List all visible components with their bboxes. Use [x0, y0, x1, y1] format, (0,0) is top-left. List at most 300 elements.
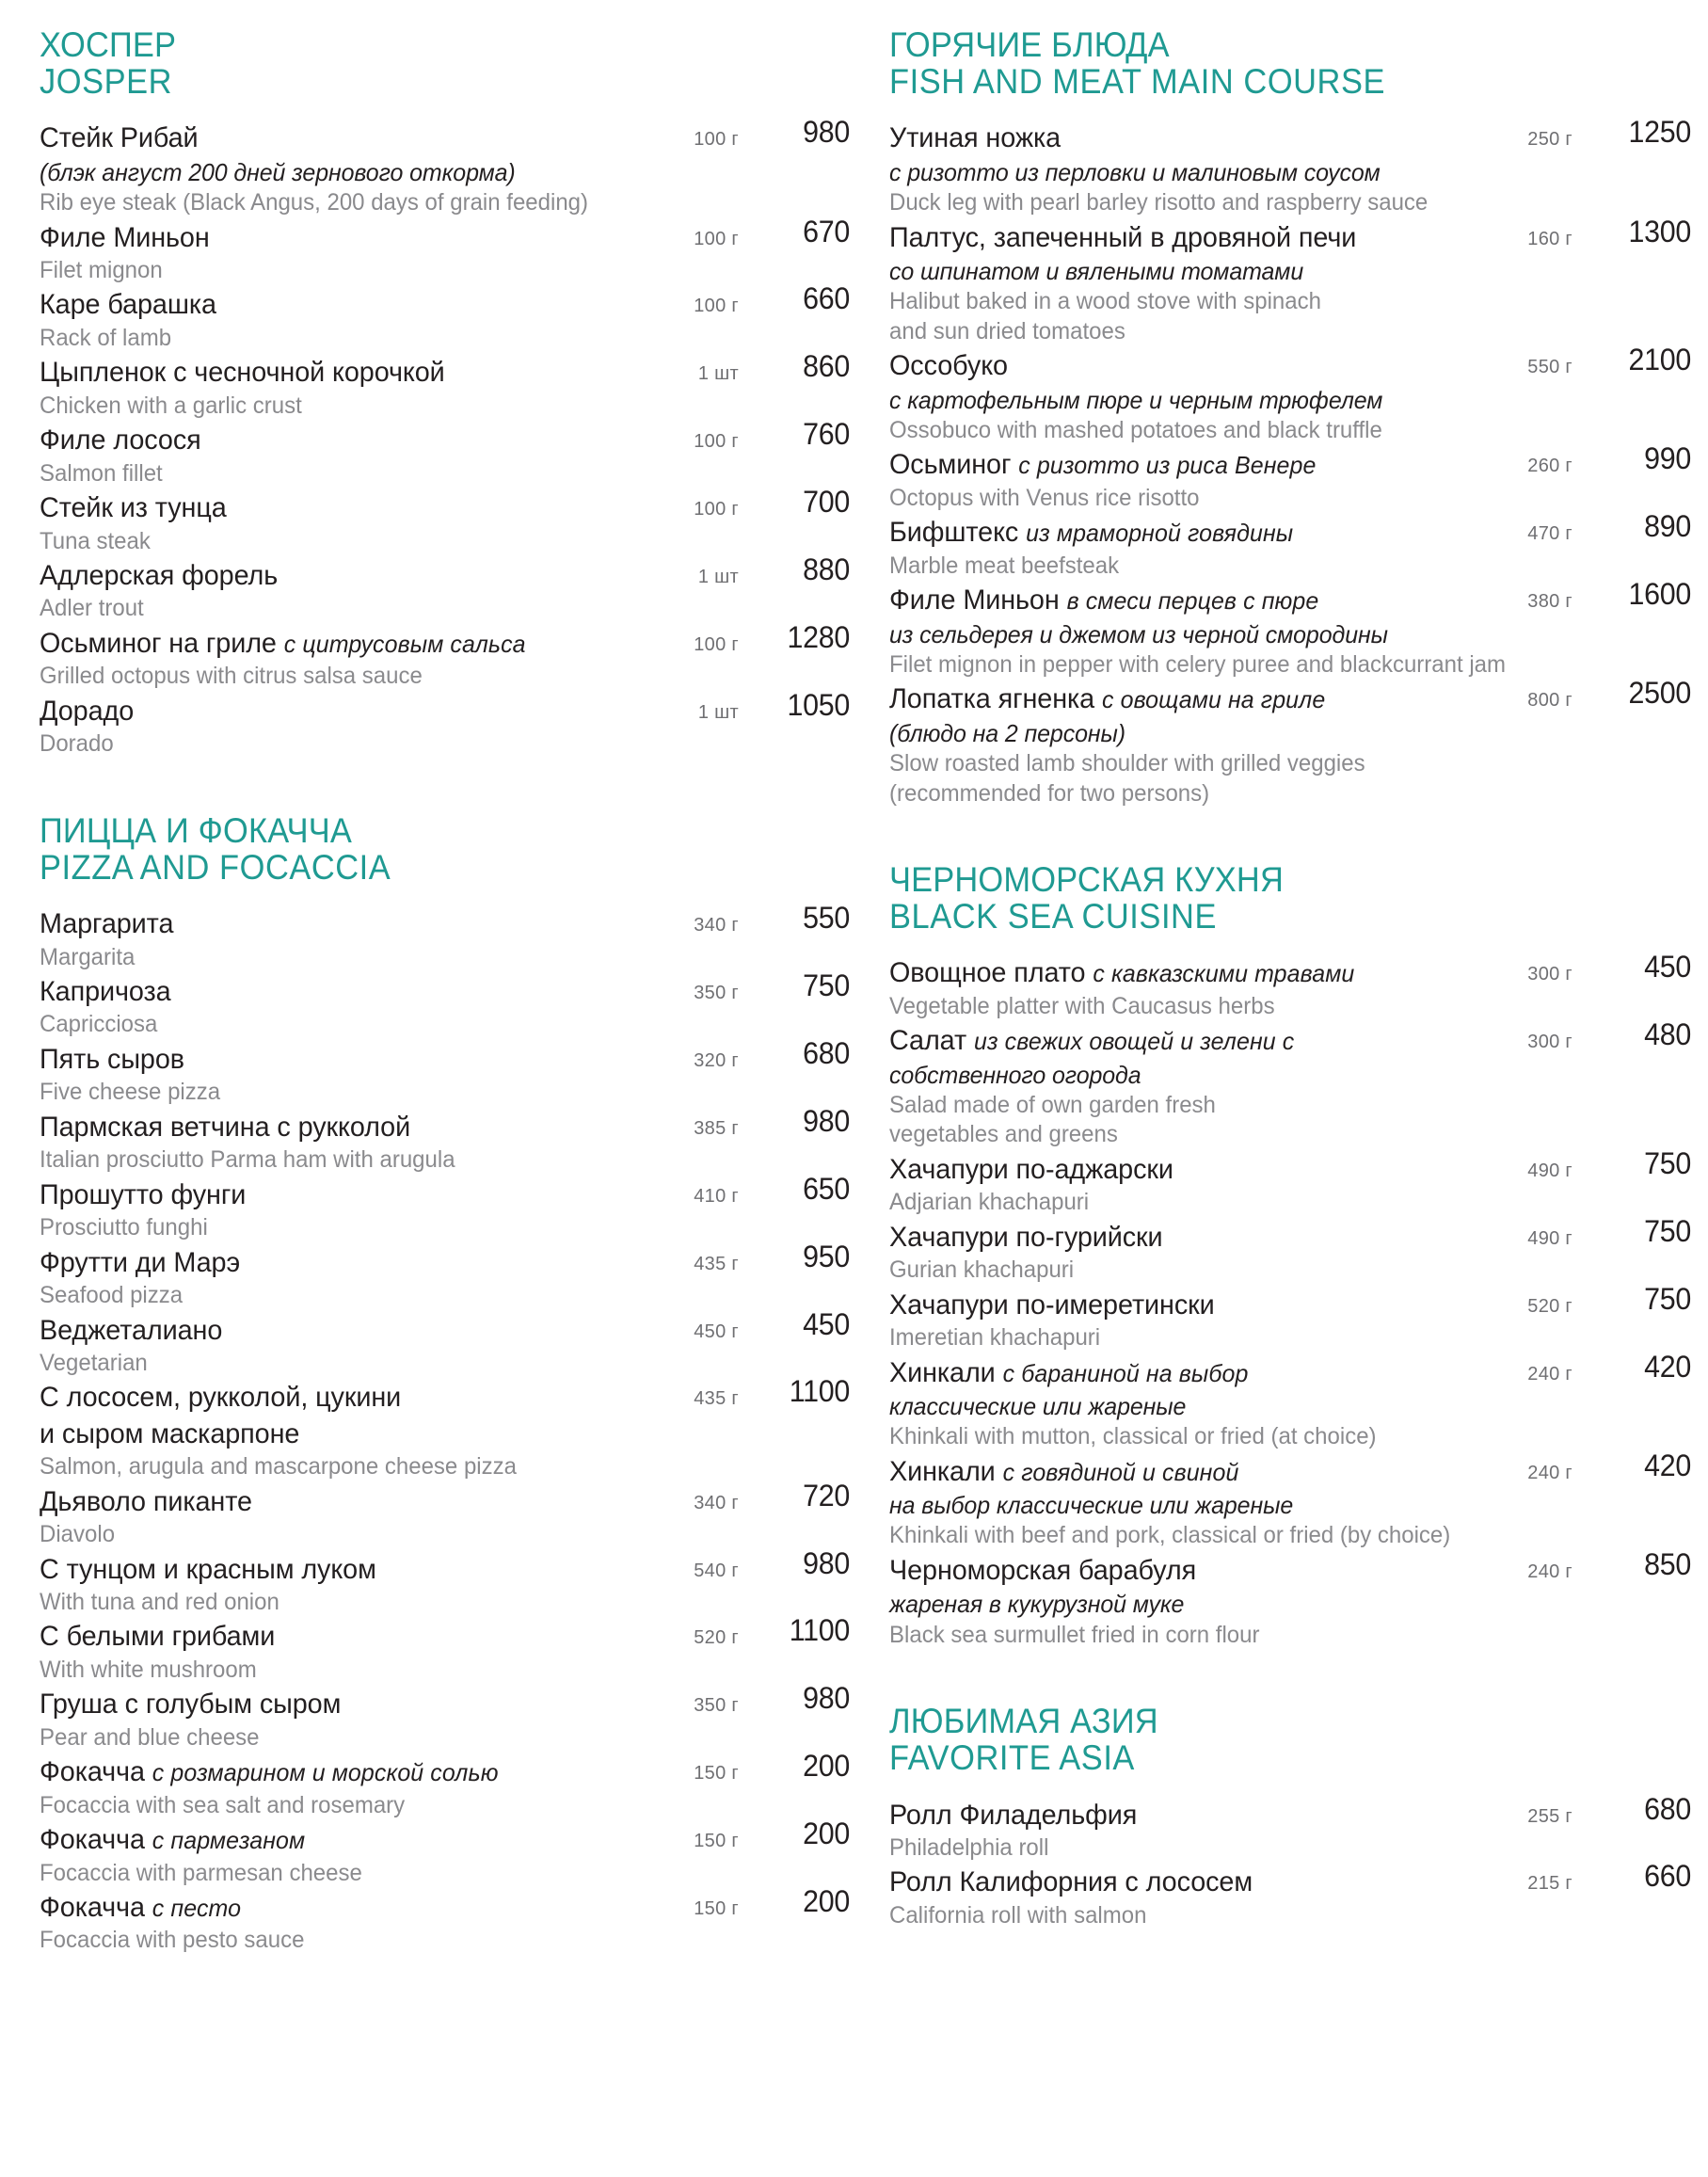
item-name-main: Хачапури по-гурийски: [888, 1221, 1163, 1253]
menu-item[interactable]: [888, 1213, 1691, 1286]
item-name-main: Фокачча: [40, 1756, 145, 1788]
menu-item[interactable]: [40, 1884, 850, 1956]
section-heading-en: PIZZA AND FOCACCIA: [40, 847, 391, 887]
menu-item-body: [888, 1349, 1691, 1452]
menu-item-name: [889, 1220, 1439, 1256]
menu-item-name: [889, 120, 1439, 188]
menu-item-title-row: [40, 1545, 850, 1588]
menu-item-description: [40, 1078, 818, 1108]
menu-item-name-wrap: [40, 120, 635, 188]
menu-item-body: [888, 509, 1691, 581]
menu-item-title-row: [40, 349, 850, 391]
item-description-line: Philadelphia roll: [888, 1833, 1049, 1861]
menu-item[interactable]: [40, 901, 850, 972]
menu-item-name: [889, 1865, 1439, 1900]
item-description-line: Dorado: [40, 730, 114, 758]
item-name-main: Хинкали: [888, 1356, 996, 1388]
menu-item[interactable]: [40, 1171, 850, 1243]
menu-item-title-row: [888, 214, 1691, 288]
menu-item-description: [40, 1859, 818, 1889]
menu-item-price: 980: [803, 1545, 850, 1580]
menu-item-name-wrap: [40, 906, 635, 942]
menu-item-name-wrap: [889, 1152, 1461, 1188]
item-name-main: Фокачча: [40, 1892, 145, 1924]
menu-item-price: 950: [803, 1239, 850, 1273]
item-name-main: Палтус, запеченный в дровяной печи: [888, 221, 1357, 253]
item-name-main: Пять сыров: [40, 1043, 184, 1075]
item-name-main: Черноморская барабуля: [888, 1554, 1197, 1586]
menu-item-description: [889, 992, 1659, 1022]
menu-item[interactable]: [888, 441, 1691, 513]
menu-item-name-wrap: [40, 694, 635, 729]
item-name-continuation: (блюдо на 2 персоны): [888, 718, 1125, 747]
menu-item-weight: 540 г: [694, 1560, 739, 1581]
menu-item-name-wrap: [889, 120, 1461, 188]
item-name-main: Маргарита: [40, 908, 174, 940]
menu-item[interactable]: [40, 1103, 850, 1176]
menu-item-price: 420: [1644, 1448, 1691, 1482]
item-description-line: Prosciutto funghi: [40, 1214, 208, 1241]
item-name-main: С белыми грибами: [40, 1621, 276, 1653]
menu-column-left: [40, 26, 878, 2177]
menu-item-weight: 240 г: [1527, 1363, 1572, 1385]
menu-item[interactable]: [888, 577, 1691, 680]
item-description-line: California roll with salmon: [888, 1901, 1147, 1929]
menu-item[interactable]: [40, 687, 850, 760]
item-description-line: Vegetable platter with Caucasus herbs: [888, 992, 1275, 1019]
item-name-continuation: с картофельным пюре и черным трюфелем: [888, 385, 1383, 414]
menu-item-body: [888, 950, 1691, 1021]
item-name-continuation: (блэк ангуст 200 дней зернового откорма): [40, 157, 516, 186]
item-name-main: Фокачча: [40, 1824, 145, 1856]
menu-item-price: 750: [1644, 1145, 1691, 1180]
menu-item-name: [40, 1619, 612, 1655]
menu-item-title-row: [888, 1859, 1691, 1900]
menu-item-description: [889, 1901, 1659, 1931]
item-description-line: Vegetarian: [40, 1349, 148, 1376]
menu-item[interactable]: [40, 1035, 850, 1108]
item-name-main: Ролл Филадельфия: [888, 1799, 1138, 1831]
menu-item-price: 450: [803, 1306, 850, 1341]
menu-item-body: [40, 1817, 850, 1888]
item-name-main: Филе Миньон: [40, 221, 210, 253]
menu-item-title-row: [888, 1349, 1691, 1423]
item-description-line: Halibut baked in a wood stove with spinach: [888, 288, 1321, 315]
menu-item-body: [888, 1546, 1691, 1650]
item-name-continuation: из сельдерея и джемом из черной смородины: [888, 619, 1388, 648]
menu-item-weight: 380 г: [1527, 591, 1572, 613]
menu-item-name: [40, 1380, 612, 1452]
section-items: [40, 901, 850, 1956]
menu-item-name: [40, 1110, 612, 1145]
menu-item-name-wrap: [40, 1822, 635, 1858]
item-description-line: Focaccia with pesto sauce: [40, 1927, 305, 1954]
menu-column-right: [878, 26, 1691, 2177]
item-name-qualifier: с бараниной на выбор: [1002, 1358, 1249, 1387]
menu-item-weight: 350 г: [694, 983, 739, 1004]
menu-item[interactable]: [40, 1681, 850, 1753]
menu-item-weight: 150 г: [694, 1763, 739, 1785]
menu-item-name: [40, 1042, 612, 1078]
menu-item-name: [40, 626, 612, 662]
menu-item-description: [40, 729, 818, 760]
menu-item[interactable]: [40, 281, 850, 353]
menu-item-price: 650: [803, 1171, 850, 1206]
item-name-main: Оссобуко: [888, 350, 1008, 382]
menu-item-weight: 800 г: [1527, 690, 1572, 712]
item-description-line: Grilled octopus with citrus salsa sauce: [40, 663, 423, 690]
item-description-line: Ossobuco with mashed potatoes and black truffle: [888, 416, 1382, 443]
menu-item-name: [889, 1355, 1439, 1423]
item-name-main: Филе Миньон: [888, 584, 1060, 616]
menu-item-title-row: [888, 343, 1691, 416]
menu-item[interactable]: [888, 343, 1691, 445]
section-items: [888, 115, 1691, 808]
menu-item-name-wrap: [889, 447, 1461, 483]
menu-item-name-wrap: [40, 220, 635, 256]
menu-item-title-row: [888, 115, 1691, 188]
item-name-main: Хинкали: [888, 1455, 996, 1487]
menu-item-name-wrap: [40, 1380, 635, 1452]
section-heading: [889, 1703, 1691, 1776]
item-name-qualifier: из мраморной говядины: [1026, 519, 1294, 548]
item-description-line: With white mushroom: [40, 1656, 257, 1683]
menu-item-name-wrap: [40, 490, 635, 526]
menu-item-body: [40, 1681, 850, 1753]
menu-item-weight: 490 г: [1527, 1227, 1572, 1249]
menu-item[interactable]: [40, 417, 850, 488]
menu-item-description: [889, 484, 1659, 514]
menu-item-name: [40, 220, 612, 256]
menu-item-price: 850: [1644, 1546, 1691, 1581]
menu-item-weight: 490 г: [1527, 1160, 1572, 1181]
menu-item-title-row: [40, 1103, 850, 1145]
menu-item-description: [889, 650, 1659, 680]
menu-item-name: [889, 348, 1439, 416]
menu-item-name: [40, 974, 612, 1010]
menu-item-weight: 300 г: [1527, 1032, 1572, 1053]
menu-item-price: 660: [803, 281, 850, 316]
menu-item-name-wrap: [889, 348, 1461, 416]
menu-item-weight: 150 г: [694, 1898, 739, 1920]
menu-item-name: [40, 423, 612, 458]
menu-item-name: [889, 220, 1439, 288]
menu-item[interactable]: [888, 509, 1691, 581]
menu-item-price: 890: [1644, 509, 1691, 544]
menu-item-body: [40, 115, 850, 217]
item-description-line: Salmon, arugula and mascarpone cheese pizza: [40, 1453, 517, 1481]
menu-item-body: [40, 349, 850, 421]
menu-item-description: [889, 552, 1659, 582]
menu-item[interactable]: [40, 1613, 850, 1685]
item-name-main: Осьминог: [888, 449, 1012, 481]
menu-item-name: [40, 1313, 612, 1349]
menu-item-description: [40, 1281, 818, 1311]
item-name-main: Хачапури по-имеретински: [888, 1289, 1215, 1321]
section-heading-ru: ГОРЯЧИЕ БЛЮДА: [888, 25, 1170, 64]
menu-item-title-row: [888, 1017, 1691, 1091]
menu-item-weight: 520 г: [694, 1627, 739, 1649]
menu-item-description: [40, 662, 818, 692]
menu-item-title-row: [40, 1171, 850, 1213]
item-name-qualifier: с розмарином и морской солью: [152, 1758, 499, 1787]
menu-item-price: 1100: [789, 1613, 850, 1648]
menu-item-weight: 550 г: [1527, 357, 1572, 378]
section-heading: [40, 812, 850, 886]
section-heading: [889, 26, 1691, 100]
item-name-qualifier: с цитрусовым сальса: [283, 629, 526, 658]
item-description-line: Filet mignon: [40, 256, 163, 283]
menu-item-price: 720: [803, 1478, 850, 1513]
menu-item[interactable]: [40, 619, 850, 692]
menu-item-name: [889, 1454, 1439, 1522]
menu-item-description: [40, 1349, 818, 1379]
menu-item-name-wrap: [889, 1023, 1461, 1091]
menu-item-price: 2100: [1628, 343, 1691, 377]
menu-item-name: [40, 1484, 612, 1520]
menu-item-title-row: [40, 281, 850, 323]
menu-item-name-wrap: [889, 1220, 1461, 1256]
menu-item[interactable]: [40, 1478, 850, 1550]
menu-item-price: 750: [1644, 1213, 1691, 1248]
menu-item-weight: 100 г: [694, 228, 739, 249]
item-name-main: Дьяволо пиканте: [40, 1485, 252, 1517]
menu-item-body: [888, 115, 1691, 217]
menu-item-name-wrap: [889, 220, 1461, 288]
menu-item-name: [40, 1687, 612, 1722]
section-items: [888, 950, 1691, 1650]
menu-item-weight: 350 г: [694, 1695, 739, 1717]
menu-item-title-row: [40, 1306, 850, 1349]
menu-item-title-row: [40, 115, 850, 188]
menu-item-name-wrap: [889, 1355, 1461, 1423]
menu-item-description: [40, 188, 818, 218]
menu-item-price: 1050: [787, 687, 850, 722]
menu-item[interactable]: [40, 214, 850, 286]
menu-item-weight: 470 г: [1527, 523, 1572, 545]
menu-item-price: 750: [1644, 1281, 1691, 1316]
menu-item-name: [40, 1754, 612, 1790]
menu-item-name: [889, 681, 1439, 749]
item-description-line: Five cheese pizza: [40, 1079, 221, 1106]
menu-item-name: [889, 515, 1439, 551]
item-description-line: Gurian khachapuri: [888, 1257, 1075, 1284]
menu-item-name-wrap: [889, 955, 1461, 991]
menu-item[interactable]: [40, 485, 850, 556]
menu-item-description: [40, 392, 818, 422]
menu-item-name-wrap: [40, 1754, 635, 1790]
menu-item-price: 480: [1644, 1017, 1691, 1052]
menu-item[interactable]: [40, 1545, 850, 1618]
menu-item[interactable]: [888, 1546, 1691, 1650]
menu-item[interactable]: [40, 552, 850, 624]
menu-item-name: [40, 694, 612, 729]
menu-item-body: [40, 552, 850, 624]
menu-item-title-row: [888, 1281, 1691, 1323]
item-name-main: Овощное плато: [888, 957, 1086, 989]
menu-item-price: 980: [803, 1103, 850, 1138]
section-heading-en: FISH AND MEAT MAIN COURSE: [888, 62, 1385, 102]
menu-item[interactable]: [888, 1859, 1691, 1930]
item-name-continuation: на выбор классические или жареные: [888, 1491, 1294, 1520]
menu-item-name-wrap: [889, 515, 1461, 551]
item-description-line: Adler trout: [40, 595, 144, 622]
item-name-main: Ролл Калифорния с лососем: [888, 1866, 1253, 1898]
menu-item-price: 700: [803, 485, 850, 520]
menu-item[interactable]: [888, 1349, 1691, 1452]
menu-item-title-row: [40, 1749, 850, 1790]
menu-item-weight: 435 г: [694, 1388, 739, 1410]
item-name-main: Пармская ветчина с рукколой: [40, 1111, 411, 1143]
menu-item-title-row: [888, 509, 1691, 551]
menu-item-weight: 410 г: [694, 1185, 739, 1207]
menu-item-description: [40, 1452, 818, 1482]
menu-item-body: [888, 676, 1691, 808]
menu-item[interactable]: [40, 115, 850, 217]
menu-item-name: [40, 906, 612, 942]
menu-item-body: [40, 1374, 850, 1481]
item-description-line: Imeretian khachapuri: [888, 1324, 1101, 1352]
menu-item-description: [889, 1833, 1659, 1864]
menu-item-body: [40, 281, 850, 353]
menu-item-body: [888, 1448, 1691, 1551]
menu-item-title-row: [40, 417, 850, 458]
menu-item-name-wrap: [889, 1288, 1461, 1323]
item-name-qualifier: с кавказскими травами: [1093, 959, 1355, 988]
item-name-main: Лопатка ягненка: [888, 683, 1095, 715]
menu-item[interactable]: [40, 1817, 850, 1888]
item-description-line: Black sea surmullet fried in corn flour: [888, 1621, 1260, 1648]
item-description-line: Italian prosciutto Parma ham with arugula: [40, 1146, 455, 1174]
menu-item-body: [40, 1478, 850, 1550]
menu-item-weight: 160 г: [1527, 228, 1572, 249]
menu-item-price: 1300: [1628, 214, 1691, 248]
item-name-main: Каре барашка: [40, 289, 216, 321]
menu-item[interactable]: [888, 1791, 1691, 1864]
menu-item[interactable]: [888, 1448, 1691, 1551]
menu-item-price: 980: [803, 115, 850, 150]
menu-item-body: [888, 1017, 1691, 1150]
menu-item[interactable]: [40, 1749, 850, 1820]
item-description-line: Margarita: [40, 943, 136, 970]
menu-item-title-row: [40, 1884, 850, 1926]
menu-item-description: [889, 1323, 1659, 1353]
menu-item-title-row: [40, 968, 850, 1010]
menu-item-body: [888, 1791, 1691, 1864]
menu-item-price: 1250: [1628, 115, 1691, 150]
menu-item-name-wrap: [889, 1454, 1461, 1522]
section-heading: [889, 861, 1691, 935]
item-name-main: Капричоза: [40, 976, 171, 1008]
menu-item-weight: 1 шт: [697, 701, 739, 723]
menu-item-name-wrap: [40, 355, 635, 391]
menu-item-body: [40, 968, 850, 1040]
menu-item-name-wrap: [40, 1890, 635, 1926]
menu-item-title-row: [40, 619, 850, 662]
menu-item-body: [40, 1103, 850, 1176]
menu-item-name-wrap: [40, 1110, 635, 1145]
menu-item-name: [889, 583, 1439, 650]
menu-item-title-row: [888, 950, 1691, 991]
menu-item-description: [889, 188, 1659, 218]
menu-item-name-wrap: [40, 1484, 635, 1520]
menu-item-body: [40, 417, 850, 488]
menu-item-title-row: [40, 1681, 850, 1722]
menu-item-name-wrap: [889, 1798, 1461, 1833]
menu-item-weight: 240 г: [1527, 1462, 1572, 1483]
item-name-continuation: и сыром маскарпоне: [40, 1417, 300, 1449]
menu-item-name: [40, 490, 612, 526]
menu-item-description: [40, 256, 818, 286]
item-name-qualifier: из свежих овощей и зелени с: [973, 1027, 1295, 1056]
menu-item-name: [40, 1552, 612, 1588]
menu-item-name-wrap: [40, 1245, 635, 1281]
menu-item[interactable]: [888, 214, 1691, 347]
menu-item-title-row: [40, 901, 850, 942]
menu-item-body: [888, 343, 1691, 445]
menu-item[interactable]: [40, 1239, 850, 1311]
menu-item-name-wrap: [40, 1042, 635, 1078]
menu-item[interactable]: [40, 1306, 850, 1379]
section-heading-ru: ПИЦЦА И ФОКАЧЧА: [40, 810, 353, 850]
menu-item[interactable]: [40, 1374, 850, 1481]
item-name-qualifier: с песто: [152, 1894, 242, 1923]
menu-item-title-row: [40, 1478, 850, 1520]
menu-item[interactable]: [40, 349, 850, 421]
item-name-continuation: со шпинатом и вялеными томатами: [888, 256, 1304, 285]
menu-item-name: [889, 1152, 1439, 1188]
menu-item-title-row: [888, 676, 1691, 749]
menu-item-description: [40, 1791, 818, 1821]
menu-item-weight: 100 г: [694, 499, 739, 520]
menu-item-weight: 100 г: [694, 129, 739, 151]
menu-item-title-row: [40, 1035, 850, 1078]
menu-item-title-row: [40, 214, 850, 256]
menu-item[interactable]: [888, 1017, 1691, 1150]
menu-item-description: [889, 749, 1659, 808]
menu-item[interactable]: [888, 950, 1691, 1021]
menu-item-title-row: [40, 552, 850, 594]
menu-item-name-wrap: [889, 1865, 1461, 1900]
menu-item-body: [40, 901, 850, 972]
menu-item[interactable]: [888, 1145, 1691, 1218]
section-heading: [40, 26, 850, 100]
item-name-continuation: собственного огорода: [888, 1060, 1141, 1089]
menu-item-body: [40, 1884, 850, 1956]
menu-item-description: [40, 943, 818, 973]
menu-item-description: [40, 459, 818, 489]
item-description-line: Khinkali with mutton, classical or fried (at choice): [888, 1423, 1377, 1450]
menu-item-description: [889, 287, 1659, 346]
item-description-line: and sun dried tomatoes: [888, 317, 1125, 344]
item-description-line: Duck leg with pearl barley risotto and raspberry sauce: [888, 189, 1429, 216]
section-heading-ru: ЛЮБИМАЯ АЗИЯ: [888, 1702, 1158, 1741]
item-description-line: Rack of lamb: [40, 324, 172, 351]
menu-item-description: [889, 1521, 1659, 1551]
menu-item-title-row: [40, 485, 850, 526]
menu-item-name: [889, 447, 1439, 483]
item-name-main: Груша с голубым сыром: [40, 1689, 342, 1721]
menu-item[interactable]: [888, 1281, 1691, 1353]
menu-item[interactable]: [888, 115, 1691, 217]
menu-item-body: [40, 214, 850, 286]
menu-item[interactable]: [888, 676, 1691, 808]
menu-item-body: [40, 1035, 850, 1108]
item-name-qualifier: с ризотто из риса Венере: [1018, 451, 1317, 480]
item-description-line: Chicken with a garlic crust: [40, 392, 302, 419]
menu-item[interactable]: [40, 968, 850, 1040]
menu-item-name: [40, 558, 612, 594]
